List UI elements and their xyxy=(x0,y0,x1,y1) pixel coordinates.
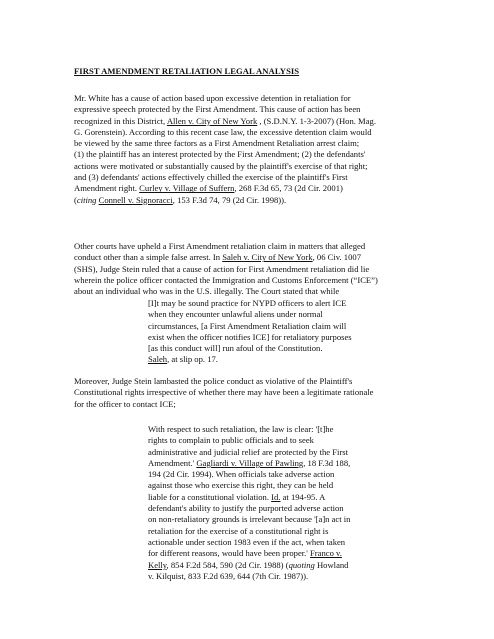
text-line xyxy=(74,264,430,275)
text-run: [as this conduct will] run afoul of the Constitution. xyxy=(148,343,323,354)
case-citation: Allen v. City of New York xyxy=(166,115,258,126)
text-line xyxy=(74,387,430,398)
text-line xyxy=(148,514,378,525)
text-run: for different reasons, would have been proper.' xyxy=(148,548,310,559)
text-line xyxy=(74,116,430,127)
text-line xyxy=(148,469,378,480)
text-line xyxy=(148,332,378,343)
text-run: at 194-95. A xyxy=(280,491,326,502)
text-run: , 153 F.3d 74, 79 (2d Cir. 1998)). xyxy=(172,194,287,205)
text-line xyxy=(148,447,378,458)
text-line xyxy=(74,104,430,115)
case-citation: Saleh xyxy=(148,354,168,365)
text-run: conduct other than a simple false arrest. In xyxy=(74,252,223,263)
text-run: Amendment right. xyxy=(74,183,140,194)
text-line xyxy=(74,241,430,252)
text-line xyxy=(148,480,378,491)
case-citation: Id. xyxy=(271,491,281,502)
text-line xyxy=(148,537,378,548)
text-run: defendant's ability to justify the purported adverse action xyxy=(148,503,344,514)
text-line xyxy=(74,252,430,263)
quote-text xyxy=(148,424,378,582)
text-line xyxy=(74,161,430,172)
text-run: recognized in this District, xyxy=(74,115,167,126)
text-run: [I]t may be sound practice for NYPD officers to alert ICE xyxy=(148,298,347,308)
text-line xyxy=(148,298,378,309)
quote-text xyxy=(148,298,378,366)
text-run: when they encounter unlawful aliens under normal xyxy=(148,309,323,320)
text-line xyxy=(148,492,378,503)
case-citation: Saleh v. City of New York xyxy=(222,252,313,263)
text-run: on non-retaliatory grounds is irrelevant because '[a]n act in xyxy=(148,514,351,525)
text-line xyxy=(74,376,430,387)
text-line xyxy=(74,93,430,104)
text-line xyxy=(148,458,378,469)
text-run: circumstances, [a First Amendment Retaliation claim will xyxy=(148,320,347,331)
case-citation: Curley v. Village of Suffern xyxy=(139,183,235,194)
text-run: rights to complain to public officials and to seek xyxy=(148,435,314,446)
text-run: 194 (2d Cir. 1994). When officials take adverse action xyxy=(148,469,335,480)
text-run: v. Kilquist, 833 F.2d 639, 644 (7th Cir. 1987)). xyxy=(148,570,309,581)
text-run: exist when the officer notifies ICE] for retaliatory purposes xyxy=(148,331,352,342)
text-run: for the officer to contact ICE; xyxy=(74,398,176,409)
text-run: With respect to such retaliation, the law is clear: '[t]he xyxy=(148,424,334,434)
text-line xyxy=(74,195,430,206)
text-run: Amendment.' xyxy=(148,457,197,468)
block-quote-retaliation-law xyxy=(148,424,378,582)
text-run: be viewed by the same three factors as a First Amendment Retaliation arrest claim; xyxy=(74,138,360,149)
text-run: (SHS), Judge Stein ruled that a cause of action for First Amendment retaliation did lie xyxy=(74,263,370,274)
text-line xyxy=(74,149,430,160)
text-run: , (S.D.N.Y. 1-3-2007) (Hon. Mag. xyxy=(257,115,376,126)
text-line xyxy=(148,354,378,365)
text-run: Mr. White has a cause of action based upon excessive detention in retaliation for xyxy=(74,93,351,103)
case-citation: Gagliardi v. Village of Pawling xyxy=(196,457,304,468)
text-run: wherein the police officer contacted the Immigration and Customs Enforcement (“ICE”) xyxy=(74,274,378,285)
text-run: actionable under section 1983 even if the act, when taken xyxy=(148,536,346,547)
text-run: , at slip op. 17. xyxy=(167,354,218,365)
text-line xyxy=(148,435,378,446)
case-citation: Franco v. xyxy=(310,548,342,559)
text-run: , 268 F.3d 65, 73 (2d Cir. 2001) xyxy=(234,183,343,194)
text-run: G. Gorenstein). According to this recent case law, the excessive detention claim would xyxy=(74,126,372,137)
text-run: Other courts have upheld a First Amendment retaliation claim in matters that alleged xyxy=(74,241,366,251)
text-line xyxy=(74,138,430,149)
text-line xyxy=(148,503,378,514)
paragraph-text xyxy=(74,93,430,206)
text-line xyxy=(74,275,430,286)
text-line xyxy=(148,560,378,571)
text-run: ( xyxy=(74,194,77,205)
text-run: , 06 Civ. 1007 xyxy=(312,252,361,263)
text-run: about an individual who was in the U.S. illegally. The Court stated that while xyxy=(74,286,340,297)
text-line xyxy=(148,571,378,582)
text-run: actions were motivated or substantially caused by the plaintiff's exercise of that right; xyxy=(74,160,368,171)
text-line xyxy=(148,321,378,332)
paragraph-text xyxy=(74,376,430,410)
paragraph-text xyxy=(74,241,430,297)
text-run: against those who exercise this right, they can be held xyxy=(148,480,334,491)
text-run: Moreover, Judge Stein lambasted the police conduct as violative of the Plaintiff's xyxy=(74,376,353,386)
block-quote-saleh xyxy=(148,298,378,366)
text-line xyxy=(148,309,378,320)
text-run: Constitutional rights irrespective of whether there may have been a legitimate rationale xyxy=(74,387,374,398)
paragraph-excessive-detention xyxy=(74,93,430,206)
signal-word: quoting xyxy=(288,559,315,570)
text-run: liable for a constitutional violation. xyxy=(148,491,272,502)
text-line xyxy=(148,424,378,435)
section-heading: FIRST AMENDMENT RETALIATION LEGAL ANALYSIS xyxy=(74,66,300,76)
case-citation: Connell v. Signoracci xyxy=(98,194,173,205)
paragraph-judge-stein xyxy=(74,376,430,410)
text-line xyxy=(148,526,378,537)
text-run: retaliation for the exercise of a constitutional right is xyxy=(148,525,329,536)
text-run: (1) the plaintiff has an interest protected by the First Amendment; (2) the defendants' xyxy=(74,149,366,160)
paragraph-other-courts xyxy=(74,241,430,297)
text-line xyxy=(74,172,430,183)
text-run: administrative and judicial relief are protected by the First xyxy=(148,446,348,457)
text-run: Howland xyxy=(314,559,349,570)
text-line xyxy=(74,399,430,410)
text-line xyxy=(74,183,430,194)
text-run: , 854 F.2d 584, 590 (2d Cir. 1988) ( xyxy=(166,559,289,570)
text-run: , 18 F.3d 188, xyxy=(303,457,351,468)
signal-word: citing xyxy=(76,194,97,205)
text-line xyxy=(74,127,430,138)
text-line xyxy=(74,286,430,297)
text-run: and (3) defendants' actions effectively chilled the exercise of the plaintiff's First xyxy=(74,172,348,183)
text-line xyxy=(148,548,378,559)
text-line xyxy=(148,343,378,354)
text-run: expressive speech protected by the First Amendment. This cause of action has been xyxy=(74,104,361,115)
case-citation: Kelly xyxy=(148,559,167,570)
